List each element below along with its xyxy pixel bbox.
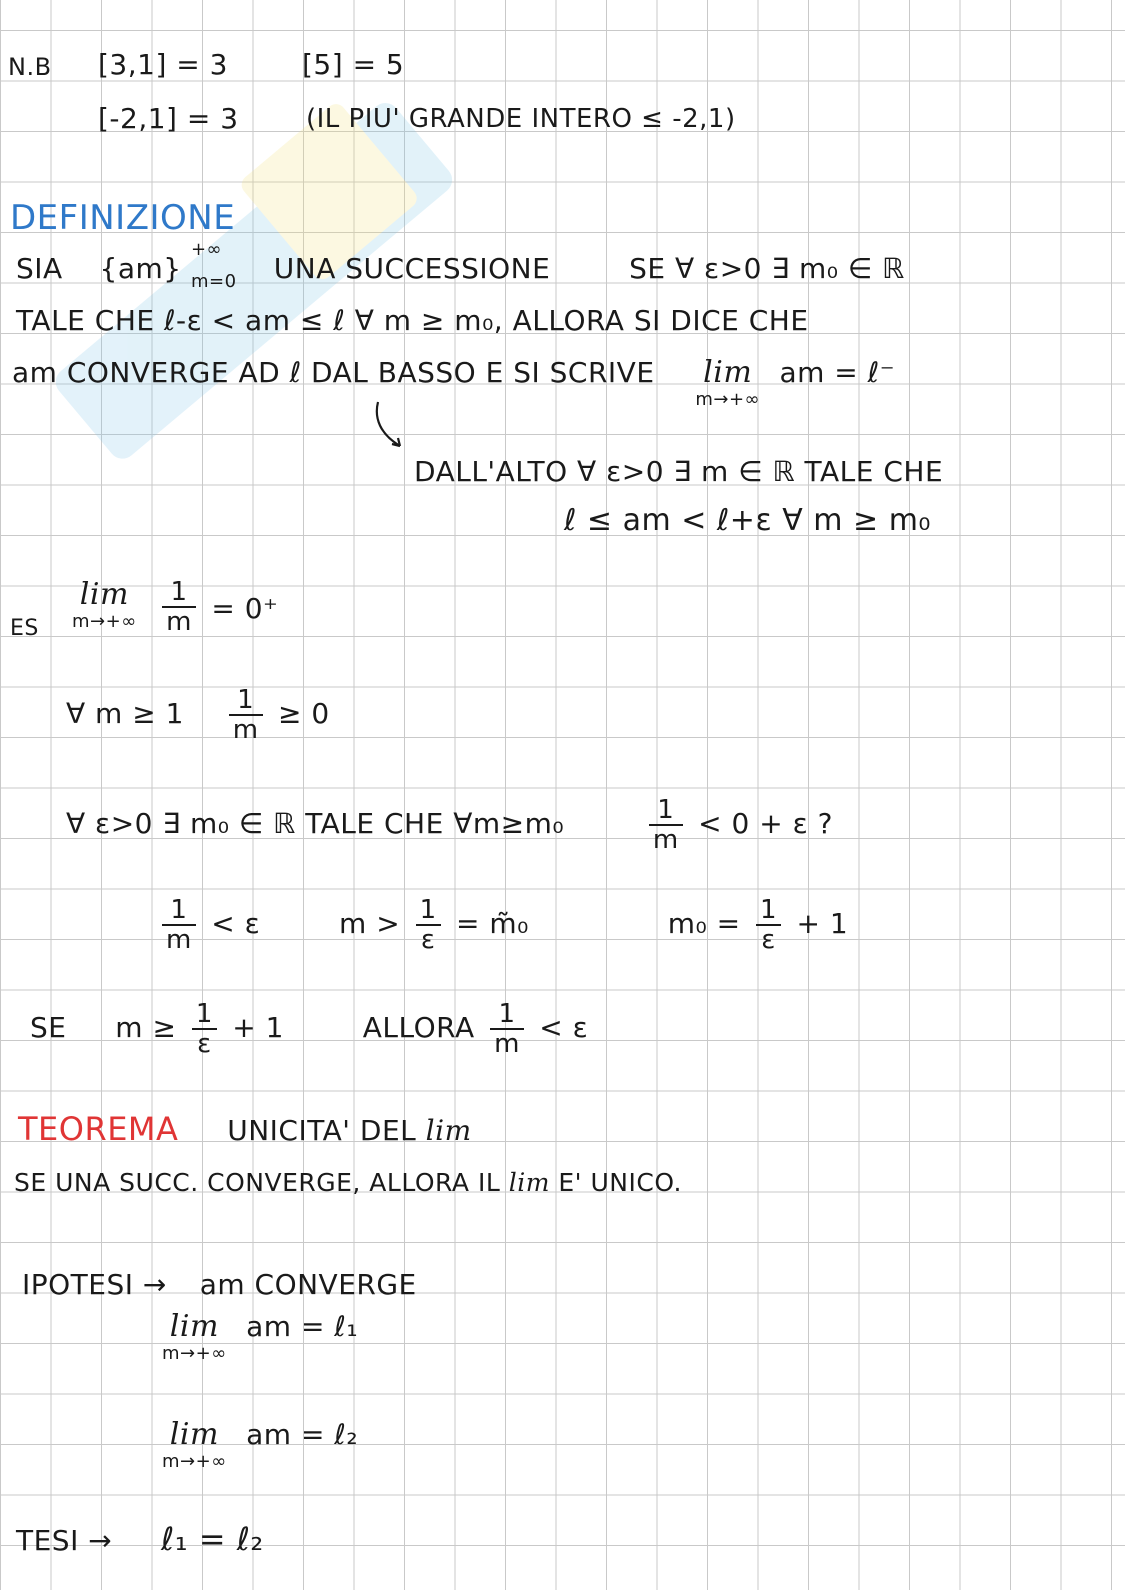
theorem-statement-end: E' UNICO.: [558, 1168, 682, 1197]
hypothesis-label: IPOTESI →: [22, 1268, 167, 1301]
limit-1-sub: m→+∞: [162, 1343, 227, 1364]
definition-sia: SIA: [16, 252, 63, 285]
fraction-denominator: m: [232, 715, 259, 745]
example-limit-word: lim: [79, 577, 129, 612]
example-epsilon-cond: ∀ ε>0 ∃ m₀ ∈ ℝ TALE CHE ∀m≥m₀: [66, 807, 565, 840]
example-forall-m: ∀ m ≥ 1: [66, 697, 184, 730]
example-plus-one-2: + 1: [232, 1011, 284, 1044]
example-line-2: [66, 686, 330, 744]
limit-word: lim: [703, 355, 753, 390]
example-label: ES: [10, 616, 39, 641]
theorem-statement-text: SE UNA SUCC. CONVERGE, ALLORA IL: [14, 1168, 501, 1197]
definition-converge-text: am CONVERGE AD ℓ DAL BASSO E SI SCRIVE: [12, 356, 655, 389]
fraction-denominator: ε: [197, 1029, 212, 1059]
limit-1-word: lim: [169, 1309, 219, 1344]
fraction-numerator: 1: [162, 578, 196, 608]
example-ge-zero: ≥ 0: [277, 697, 330, 730]
theorem-heading: [18, 1112, 472, 1148]
definition-line-2: TALE CHE ℓ-ε < am ≤ ℓ ∀ m ≥ m₀, ALLORA SI DICE CHE: [16, 304, 809, 337]
example-m-gt: m >: [339, 907, 401, 940]
example-line-3: [66, 796, 833, 854]
example-line5-fraction-1: [192, 1000, 217, 1058]
example-line-1: [72, 578, 278, 636]
definition-condition: SE ∀ ε>0 ∃ m₀ ∈ ℝ: [629, 252, 905, 285]
example-lt-epsilon: < 0 + ε ?: [698, 807, 833, 840]
sequence-sup: +∞: [190, 239, 223, 260]
fraction-denominator: ε: [761, 925, 776, 955]
example-line2-fraction: [229, 686, 263, 744]
example-se: SE: [30, 1011, 67, 1044]
fraction-denominator: m: [166, 925, 192, 955]
fraction-denominator: m: [166, 607, 192, 637]
example-lt-eps-2: < ε: [539, 1011, 589, 1044]
nb-note: (IL PIU' GRANDE INTERO ≤ -2,1): [306, 104, 736, 134]
example-line4-fraction-2: [416, 896, 441, 954]
definition-title: DEFINIZIONE: [10, 198, 236, 238]
limit-1: [162, 1310, 227, 1364]
sequence-sub: m=0: [190, 271, 237, 292]
theorem-name: UNICITA' DEL: [227, 1114, 417, 1147]
example-line-4: [156, 896, 848, 954]
example-plus-one: + 1: [796, 907, 849, 940]
example-result: = 0⁺: [211, 592, 279, 625]
hypothesis-text: am CONVERGE: [199, 1268, 417, 1301]
theorem-statement: [14, 1166, 682, 1200]
sequence-symbol: {am}: [99, 252, 182, 285]
example-line-5: [30, 1000, 588, 1058]
limit-1-rhs: am = ℓ₁: [246, 1310, 359, 1343]
theorem-title: TEOREMA: [18, 1110, 179, 1148]
hypothesis-limit-2: [162, 1418, 358, 1472]
example-m-tilde: = m̃₀: [456, 907, 529, 940]
example-line4-fraction-3: [756, 896, 781, 954]
nb-label: N.B: [8, 53, 52, 81]
fraction-denominator: m: [652, 825, 679, 855]
nb-expr-3: [-2,1] = 3: [98, 102, 239, 135]
fraction-numerator: 1: [192, 1000, 217, 1030]
limit-result: am = ℓ⁻: [779, 356, 895, 389]
theorem-name-lim: lim: [425, 1114, 472, 1147]
curved-arrow-icon: [370, 400, 410, 452]
fraction-denominator: m: [494, 1029, 520, 1059]
definition-dall-alto: DALL'ALTO ∀ ε>0 ∃ m ∈ ℝ TALE CHE: [414, 455, 944, 488]
example-fraction: [162, 578, 196, 636]
fraction-numerator: 1: [416, 896, 441, 926]
definition-dall-alto-cond: ℓ ≤ am < ℓ+ε ∀ m ≥ m₀: [564, 503, 931, 538]
limit-2: [162, 1418, 227, 1472]
limit-expression: [695, 356, 760, 410]
example-limit-sub: m→+∞: [72, 611, 137, 632]
fraction-numerator: 1: [162, 896, 196, 926]
definition-line-3: [12, 356, 895, 410]
limit-2-rhs: am = ℓ₂: [246, 1418, 359, 1451]
example-line3-fraction: [649, 796, 683, 854]
limit-subscript: m→+∞: [695, 389, 761, 410]
limit-2-word: lim: [169, 1417, 219, 1452]
definition-line-1: [16, 239, 905, 292]
nb-expr-1: [3,1] = 3: [98, 48, 228, 81]
thesis-label: TESI →: [16, 1524, 113, 1557]
example-m-ge: m ≥: [115, 1011, 177, 1044]
example-allora: ALLORA: [362, 1011, 475, 1044]
example-lt-eps: < ε: [211, 907, 261, 940]
example-line5-fraction-2: [490, 1000, 524, 1058]
limit-2-sub: m→+∞: [162, 1451, 227, 1472]
example-line4-fraction-1: [162, 896, 196, 954]
fraction-numerator: 1: [229, 686, 263, 716]
example-m0-eq: m₀ =: [667, 907, 741, 940]
hypothesis-limit-1: [162, 1310, 358, 1364]
definition-una-successione: UNA SUCCESSIONE: [273, 252, 551, 285]
thesis-line: [16, 1522, 264, 1558]
hypothesis-line: [22, 1268, 417, 1302]
fraction-numerator: 1: [649, 796, 683, 826]
fraction-numerator: 1: [756, 896, 781, 926]
example-limit: [72, 578, 137, 632]
nb-expr-2: [5] = 5: [302, 48, 405, 81]
fraction-denominator: ε: [420, 925, 436, 955]
fraction-numerator: 1: [490, 1000, 524, 1030]
theorem-statement-lim: lim: [508, 1168, 550, 1197]
thesis-text: ℓ₁ = ℓ₂: [161, 1520, 264, 1558]
